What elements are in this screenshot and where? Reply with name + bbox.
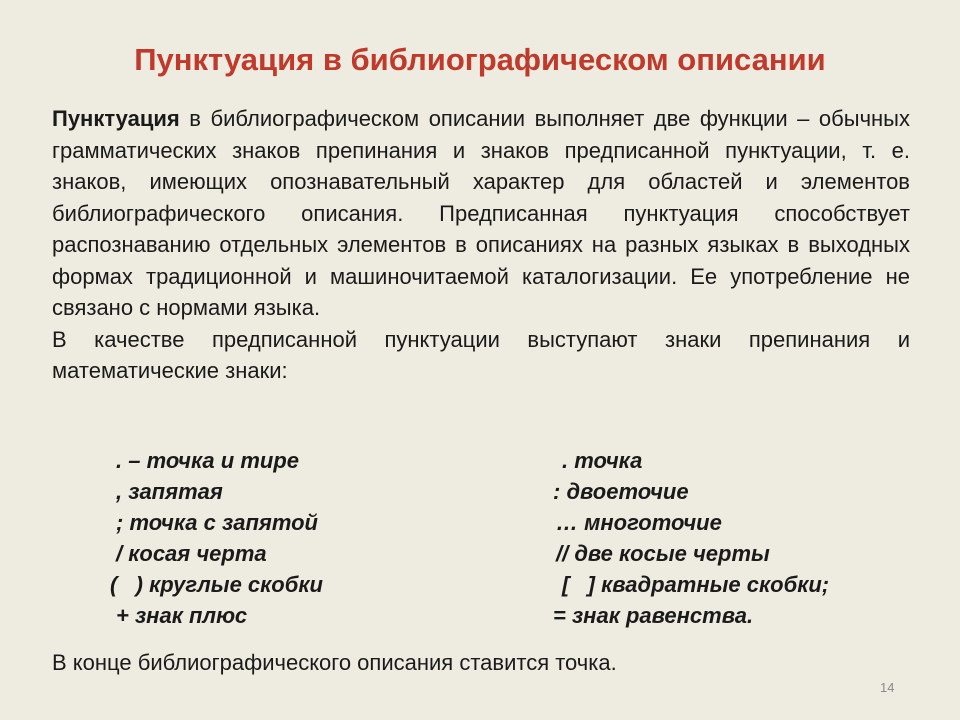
body-text: [52, 103, 910, 387]
sign-right-item: . точка: [562, 448, 643, 473]
sign-right-item: … многоточие: [556, 510, 722, 535]
sign-left-item: , запятая: [116, 479, 223, 504]
sign-left-item: ( ) круглые скобки: [110, 572, 323, 597]
sign-left-item: + знак плюс: [116, 603, 248, 628]
sign-left-item: / косая черта: [116, 541, 267, 566]
intro-lead-term: Пунктуация: [52, 106, 180, 131]
sign-row: [0, 507, 960, 538]
page-number: 14: [880, 680, 895, 695]
sign-row: [0, 445, 960, 476]
sign-row: [0, 476, 960, 507]
sign-right-item: = знак равенства.: [553, 603, 754, 628]
sign-row: [0, 569, 960, 600]
sign-right-item: : двоеточие: [553, 479, 689, 504]
slide-title: Пунктуация в библиографическом описании: [134, 42, 826, 77]
intro-text: в библиографическом описании выполняет две функции – обычных грамматических знаков препинания и знаков предписанной пунктуации, т. е. знаков, имеющих опознавательный характер для областей и элементов библиографического описания. Предписанная пунктуация способствует распознаванию отдельных элементов в описаниях на разных языках в выходных формах традиционной и машиночитаемой каталогизации. Ее употребление не связано с нормами языка.: [52, 106, 910, 320]
sign-right-item: // две косые черты: [556, 541, 770, 566]
sign-row: [0, 538, 960, 569]
second-paragraph: В качестве предписанной пунктуации выступают знаки препинания и математические знаки:: [52, 326, 910, 383]
conclusion-text: В конце библиографического описания ставится точка.: [52, 650, 617, 675]
sign-left-item: ; точка с запятой: [116, 510, 318, 535]
sign-left-item: . – точка и тире: [116, 448, 300, 473]
intro-paragraph: [52, 103, 910, 324]
sign-right-item: [ ] квадратные скобки;: [562, 572, 830, 597]
sign-row: [0, 600, 960, 631]
